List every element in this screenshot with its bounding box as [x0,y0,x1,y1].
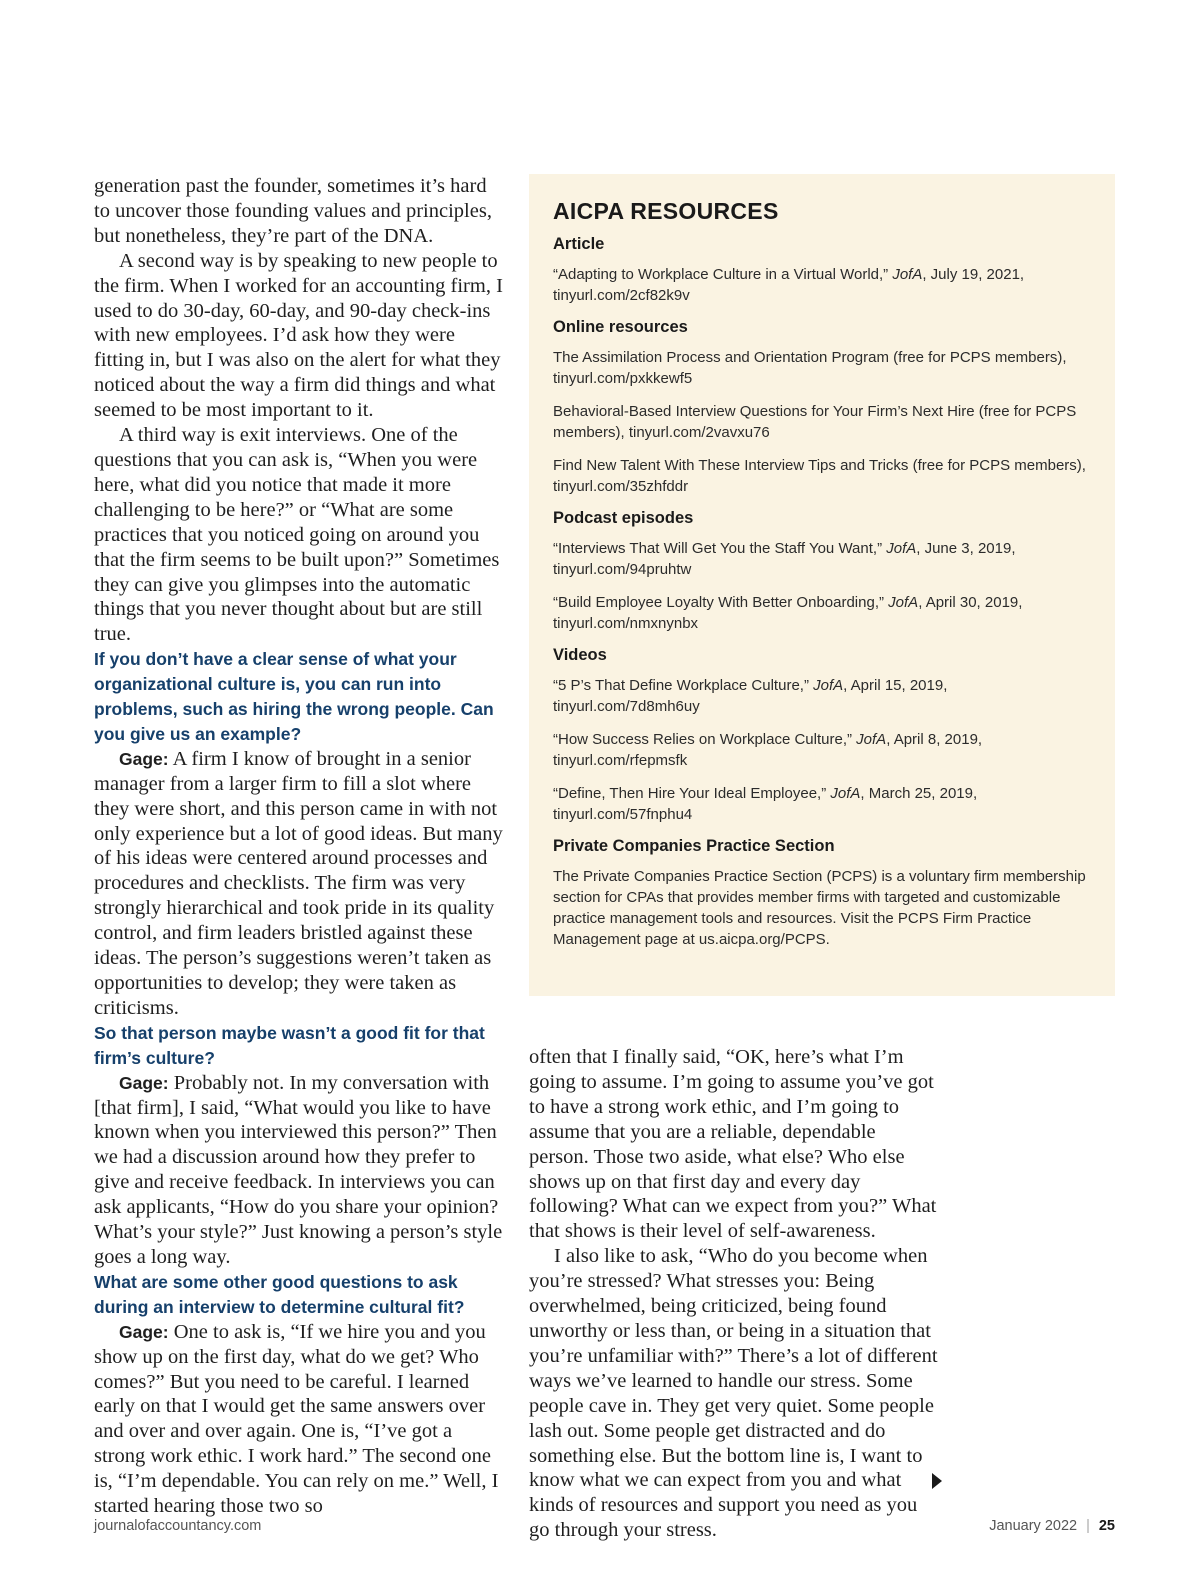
pcps-description: The Private Companies Practice Section (PCPS) is a voluntary firm membership section for CPAs that provides member firms with targeted and customizable practice management tools and resources. Visit the PCPS Firm Practice Management page at us.aicpa.org/PCPS. [553,868,1086,948]
resource-video: “Define, Then Hire Your Ideal Employee,” JofA, March 25, 2019, tinyurl.com/57fnphu4 [553,785,978,823]
resource-online: Find New Talent With These Interview Tips and Tricks (free for PCPS members), tinyurl.com/35zhfddr [553,457,1086,495]
interview-question: If you don’t have a clear sense of what your organizational culture is, you can run into problems, such as hiring the wrong people. Can you give us an example? [94,649,494,744]
sidebar-title: AICPA RESOURCES [553,198,779,224]
resource-article: “Adapting to Workplace Culture in a Virtual World,” JofA, July 19, 2021, tinyurl.com/2cf82k9v [553,266,1025,304]
interview-answer [94,747,506,1021]
resource-video: “How Success Relies on Workplace Culture,” JofA, April 8, 2019, tinyurl.com/rfepmsfk [553,731,983,769]
footer-folio [989,1518,1115,1534]
section-heading-online: Online resources [553,318,688,336]
continue-arrow-icon [932,1473,942,1489]
section-heading-videos: Videos [553,646,607,664]
section-heading-podcast: Podcast episodes [553,509,694,527]
resource-podcast: “Build Employee Loyalty With Better Onboarding,” JofA, April 30, 2019, tinyurl.com/nmxnynbx [553,594,1023,632]
interview-answer [94,1071,506,1270]
answer-text: One to ask is, “If we hire you and you show up on the first day, what do we get? Who comes?” But you need to be careful. I learned early on that I would get the same answers over and over and over again. One is, “I’ve got a strong work ethic. I work hard.” The second one is, “I’m dependable. You can rely on me.” Well, I started hearing those two so [94,1320,499,1518]
footer-website: journalofaccountancy.com [94,1518,262,1534]
body-paragraph: often that I finally said, “OK, here’s what I’m going to assume. I’m going to assume you’ve got to have a strong work ethic, and I’m going to assume that you are a reliable, dependable person. Those two aside, what else? Who else shows up on that first day and every day following? What can we expect from you?” What that shows is their level of self-awareness. [529,1046,937,1243]
answer-text: Probably not. In my conversation with [that firm], I said, “What would you like to have known when you interviewed this person?” Then we had a discussion around how they prefer to give and receive feedback. In interviews you can ask applicants, “How do you share your opinion? What’s your style?” Just knowing a person’s style goes a long way. [94,1071,503,1268]
body-paragraph: A third way is exit interviews. One of the questions that you can ask is, “When you were here, what did you notice that made it more challenging to be here?” or “What are some practices that you noticed going on around you that the firm seems to be built upon?” Sometimes they can give you glimpses into the automatic things that you never thought about but are still true. [94,424,500,646]
resource-online: The Assimilation Process and Orientation Program (free for PCPS members), tinyurl.com/pxkkewf5 [553,349,1067,387]
interview-question: So that person maybe wasn’t a good fit for that firm’s culture? [94,1022,485,1068]
section-heading-article: Article [553,235,605,253]
aicpa-resources-sidebar [529,174,1115,996]
section-heading-pcps: Private Companies Practice Section [553,837,835,855]
speaker-label: Gage: [119,748,169,769]
resource-online: Behavioral-Based Interview Questions for Your Firm’s Next Hire (free for PCPS members), tinyurl.com/2vavxu76 [553,403,1077,441]
interview-answer [94,1320,506,1519]
speaker-label: Gage: [119,1072,169,1093]
speaker-label: Gage: [119,1321,169,1342]
interview-question: What are some other good questions to ask during an interview to determine cultural fit? [94,1271,465,1317]
answer-text: A firm I know of brought in a senior manager from a larger firm to fill a slot where they were short, and this person came in with not only experience but a lot of good ideas. But many of his ideas were centered around processes and procedures and checklists. The firm was very strongly hierarchical and took pride in its quality control, and firm leaders bristled against these ideas. The person’s suggestions weren’t taken as opportunities to develop; they were taken as criticisms. [94,747,503,1019]
page-number: 25 [1098,1518,1115,1534]
issue-date: January 2022 [989,1518,1078,1534]
folio-separator: | [1086,1518,1090,1534]
resource-podcast: “Interviews That Will Get You the Staff You Want,” JofA, June 3, 2019, tinyurl.com/94pruhtw [553,540,1016,578]
article-column-right [529,1045,939,1543]
body-paragraph: generation past the founder, sometimes it’s hard to uncover those founding values and principles, but nonetheless, they’re part of the DNA. [94,175,492,247]
resource-video: “5 P’s That Define Workplace Culture,” JofA, April 15, 2019, tinyurl.com/7d8mh6uy [553,677,948,715]
body-paragraph: I also like to ask, “Who do you become when you’re stressed? What stresses you: Being overwhelmed, being criticized, being found unworthy or less than, or being in a situation that you’re unfamiliar with?” There’s a lot of different ways we’ve learned to handle our stress. Some people cave in. They get very quiet. Some people lash out. Some people get distracted and do something else. But the bottom line is, I want to know what we can expect from you and what kinds of resources and support you need as you go through your stress. [529,1245,938,1542]
body-paragraph: A second way is by speaking to new people to the firm. When I worked for an accounting firm, I used to do 30-day, 60-day, and 90-day check-ins with new employees. I’d ask how they were fitting in, but I was also on the alert for what they noticed about the way a firm did things and what seemed to be most important to it. [94,249,503,422]
article-column-left [94,174,506,1519]
